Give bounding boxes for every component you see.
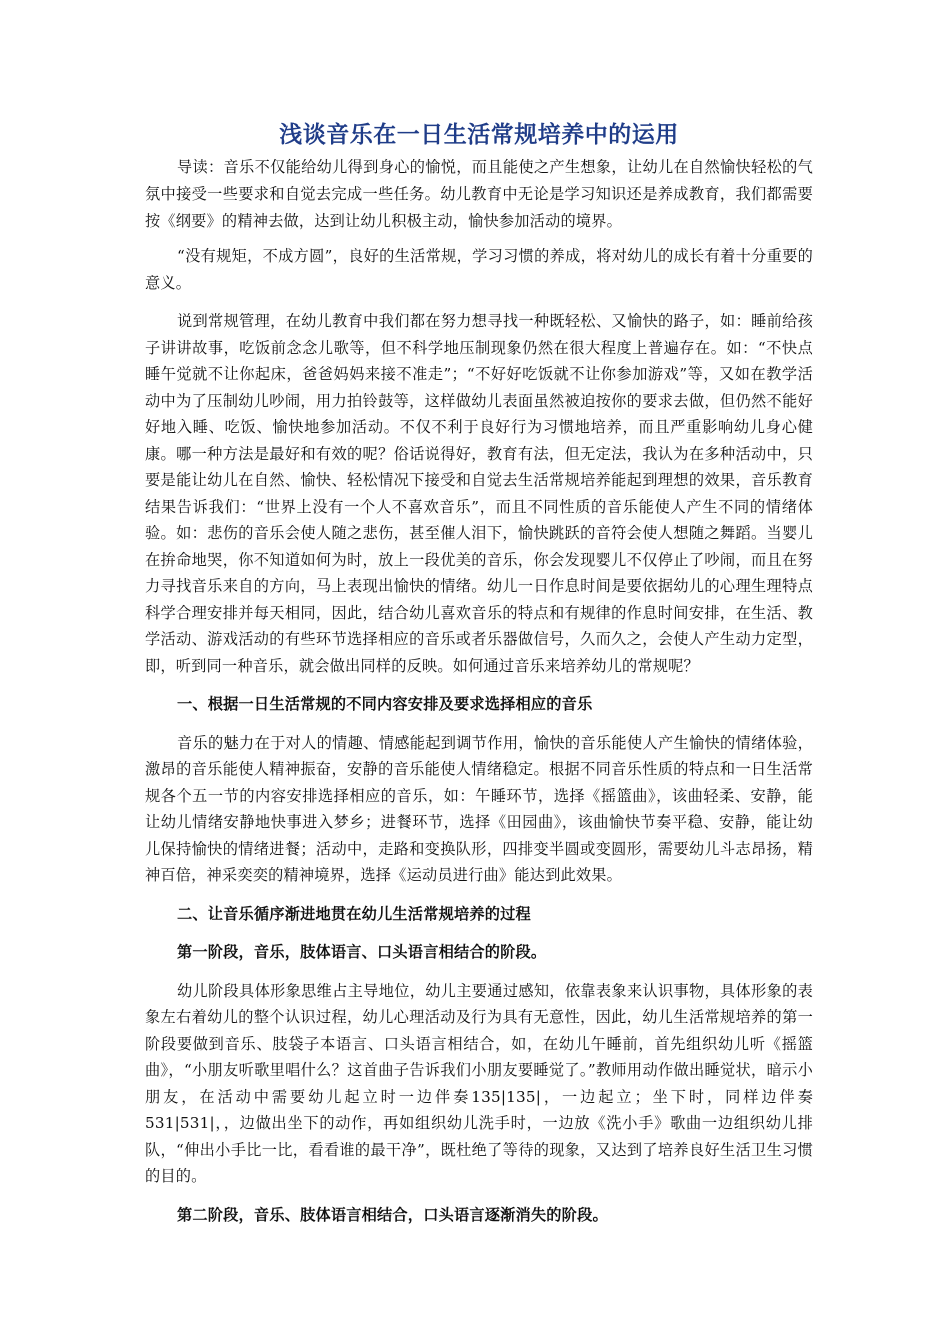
section-heading-1: 一、根据一日生活常规的不同内容安排及要求选择相应的音乐	[177, 695, 593, 713]
body-paragraph: 说到常规管理，在幼儿教育中我们都在努力想寻找一种既轻松、又愉快的路子，如：睡前给孩子讲讲故事，吃饭前念念儿歌等，但不科学地压制现象仍然在很大程度上普遍存在。如：“不快点睡午觉就不让你起床，爸爸妈妈来接不准走”；“不好好吃饭就不让你参加游戏”等，又如在教学活动中为了压制幼儿吵闹，用力拍铃鼓等，这样做幼儿表面虽然被迫按你的要求去做，但仍然不能好好地入睡、吃饭、愉快地参加活动。不仅不利于良好行为习惯地培养，而且严重影响幼儿身心健康。哪一种方法是最好和有效的呢？俗话说得好，教育有法，但无定法，我认为在多种活动中，只要是能让幼儿在自然、愉快、轻松情况下接受和自觉去生活常规培养能起到理想的效果，音乐教育结果告诉我们：“世界上没有一个人不喜欢音乐”，而且不同性质的音乐能使人产生不同的情绪体验。如：悲伤的音乐会使人随之悲伤，甚至催人泪下，愉快跳跃的音符会使人想随之舞蹈。当婴儿在拚命地哭，你不知道如何为时，放上一段优美的音乐，你会发现婴儿不仅停止了吵闹，而且在努力寻找音乐来自的方向，马上表现出愉快的情绪。幼儿一日作息时间是要依据幼儿的心理生理特点科学合理安排并每天相同，因此，结合幼儿喜欢音乐的特点和有规律的作息时间安排，在生活、教学活动、游戏活动的有些环节选择相应的音乐或者乐器做信号，久而久之，会使人产生动力定型，即，听到同一种音乐，就会做出同样的反映。如何通过音乐来培养幼儿的常规呢？	[145, 312, 813, 675]
section-1-body: 音乐的魅力在于对人的情趣、情感能起到调节作用，愉快的音乐能使人产生愉快的情绪体验，激昂的音乐能使人精神振奋，安静的音乐能使人情绪稳定。根据不同音乐性质的特点和一日生活常规各个五一节的内容安排选择相应的音乐，如：午睡环节，选择《摇篮曲》，该曲轻柔、安静，能让幼儿情绪安静地快事进入梦乡；进餐环节，选择《田园曲》，该曲愉快节奏平稳、安静，能让幼儿保持愉快的情绪进餐；活动中，走路和变换队形，四排变半圆或变圆形，需要幼儿斗志昂扬，精神百倍，神采奕奕的精神境界，选择《运动员进行曲》能达到此效果。	[145, 733, 813, 884]
stage-2-heading: 第二阶段，音乐、肢体语言相结合，口头语言逐渐消失的阶段。	[177, 1205, 608, 1224]
stage-1-heading: 第一阶段，音乐，肢体语言、口头语言相结合的阶段。	[177, 943, 547, 961]
document-title: 浅谈音乐在一日生活常规培养中的运用	[279, 121, 679, 148]
lead-paragraph: 导读：音乐不仅能给幼儿得到身心的愉悦，而且能使之产生想象，让幼儿在自然愉快轻松的气氛中接受一些要求和自觉去完成一些任务。幼儿教育中无论是学习知识还是养成教育，我们都需要按《纲要》的精神去做，达到让幼儿积极主动，愉快参加活动的境界。	[145, 158, 813, 230]
document-page	[145, 118, 813, 1240]
stage-1-body: 幼儿阶段具体形象思维占主导地位，幼儿主要通过感知，依靠表象来认识事物，具体形象的表象左右着幼儿的整个认识过程，幼儿心理活动及行为具有无意性，因此，幼儿生活常规培养的第一阶段要做到音乐、肢袋子本语言、口头语言相结合，如，在幼儿午睡前，首先组织幼儿听《摇篮曲》，“小朋友听歌里唱什么？这首曲子告诉我们小朋友要睡觉了。”教师用动作做出睡觉状，暗示小朋友，在活动中需要幼儿起立时一边伴奏135|135|，一边起立；坐下时，同样边伴奏531|531|，，边做出坐下的动作，再如组织幼儿洗手时，一边放《洗小手》歌曲一边组织幼儿排队，“伸出小手比一比，看看谁的最干净”，既杜绝了等待的现象，又达到了培养良好生活卫生习惯的目的。	[145, 981, 813, 1185]
section-heading-2: 二、让音乐循序渐进地贯在幼儿生活常规培养的过程	[177, 904, 531, 923]
intro-paragraph: “没有规矩，不成方圆”，良好的生活常规，学习习惯的养成，将对幼儿的成长有着十分重要的意义。	[145, 247, 813, 292]
